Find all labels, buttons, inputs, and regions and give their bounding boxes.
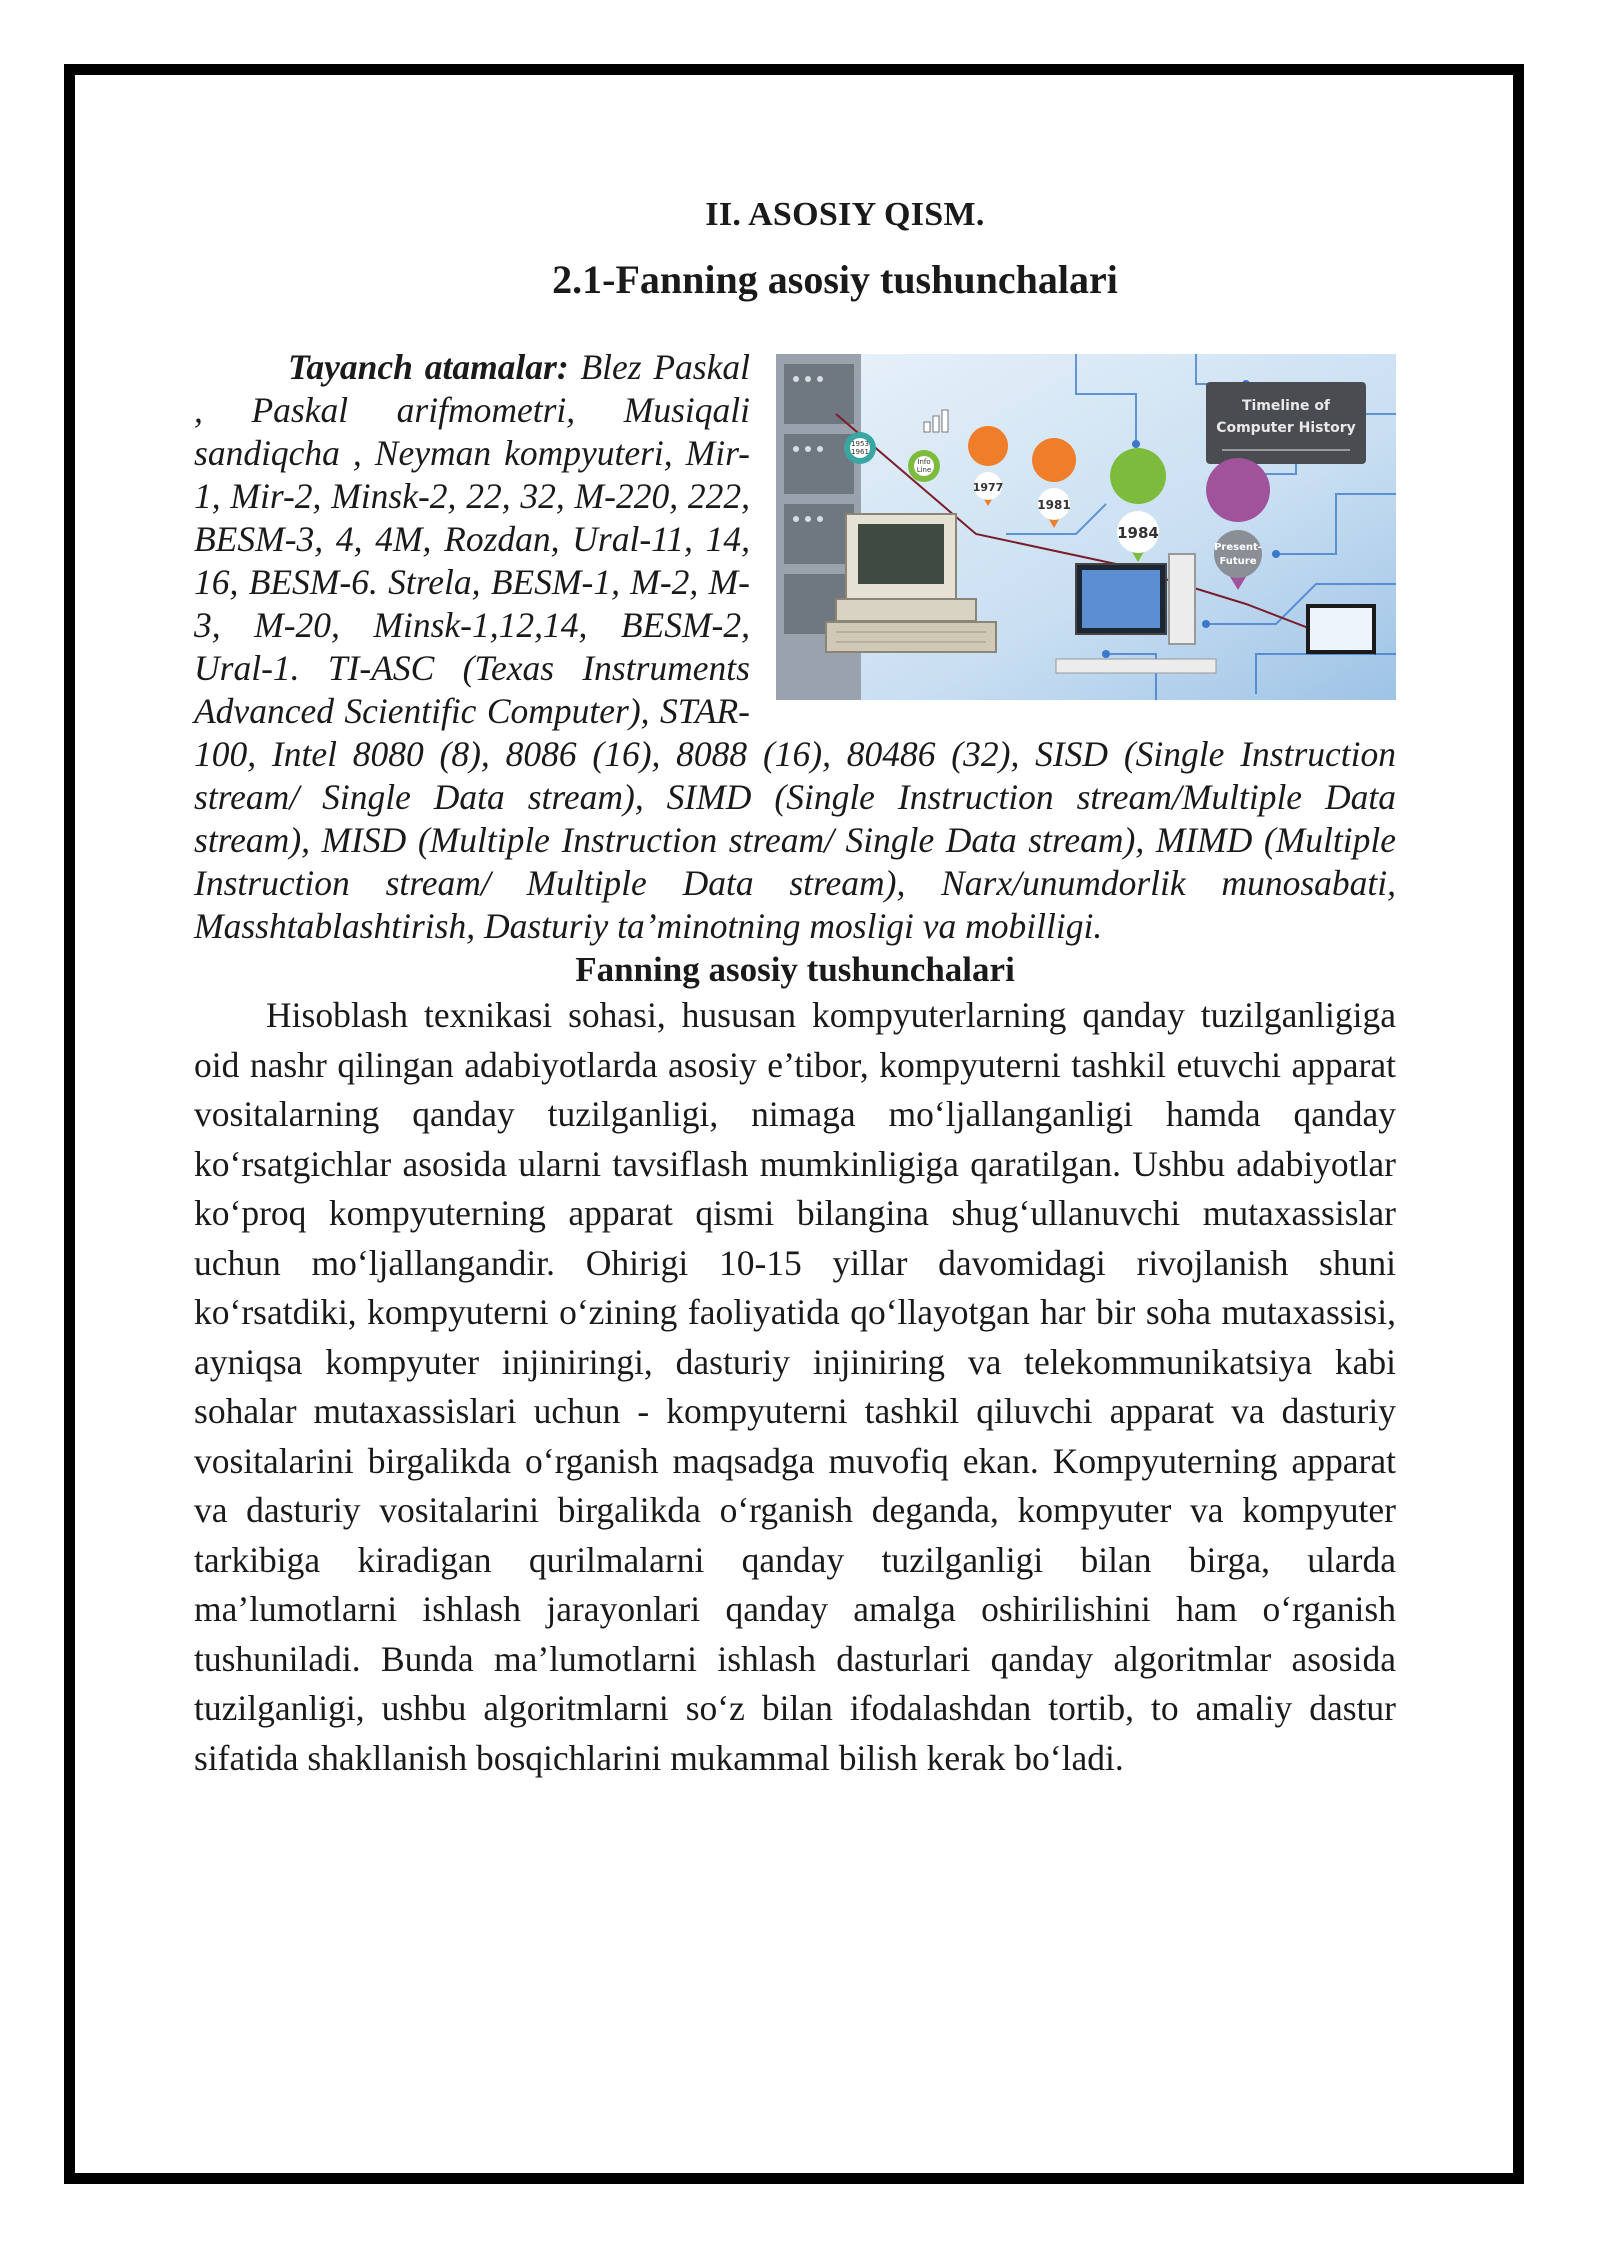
- pin-1981: 1981: [1037, 498, 1071, 512]
- keywords-label: Tayanch atamalar:: [288, 347, 569, 387]
- computer-history-figure: [776, 354, 1396, 700]
- pin-label: Info: [917, 458, 931, 466]
- pin-future: Future: [1219, 556, 1257, 567]
- pin-label: Line: [916, 466, 932, 474]
- banner-title: Timeline of: [1241, 398, 1331, 414]
- pin-1977: 1977: [972, 481, 1004, 494]
- section-title: II. ASOSIY QISM.: [705, 196, 985, 233]
- pin-present: Present-: [1214, 542, 1262, 553]
- page-content: [194, 346, 1396, 1783]
- keywords-text: Blez Paskal , Paskal arifmometri, Musiqali sandiqcha , Neyman kompyuteri, Mir-1, Mir-2, Minsk-2, 22, 32, M-220, 222, BESM-3, 4, 4M, Rozdan, Ural-11, 14, 16, BESM-6. Strela, BESM-1, M-2, M-3, M-20, Minsk-1,12,14, BESM-2, Ural-1. TI-ASC (Texas Instruments Advanced Scientific Computer), STAR-100, Intel 8080 (8), 8086 (16), 8088 (16), 80486 (32), SISD (Single Instruction stream/ Single Data stream), SIMD (Single Instruction stream/Multiple Data stream), MISD (Multiple Instruction stream/ Single Data stream), MIMD (Multiple Instruction stream/ Multiple Data stream), Narx/unumdorlik munosabati, Masshtablashtirish, Dasturiy ta’minotning mosligi va mobilligi.: [194, 347, 1396, 946]
- pin-label: 1961: [851, 448, 869, 456]
- pin-1984: 1984: [1117, 524, 1159, 542]
- subsection-title: 2.1-Fanning asosiy tushunchalari: [552, 257, 1118, 302]
- timeline-image: [776, 354, 1396, 700]
- body-paragraph: Hisoblash texnikasi sohasi, hususan kompyuterlarning qanday tuzilganligiga oid nashr qilingan adabiyotlarda asosiy e’tibor, kompyuterni tashkil etuvchi apparat vositalarning qanday tuzilganligi, nimaga mo‘ljallanganligi hamda qanday ko‘rsatgichlar asosida ularni tavsiflash mumkinligiga qaratilgan. Ushbu adabiyotlar ko‘proq kompyuterning apparat qismi bilangina shug‘ullanuvchi mutaxassislar uchun mo‘ljallangandir. Ohirigi 10-15 yillar davomidagi rivojlanish shuni ko‘rsatdiki, kompyuterni o‘zining faoliyatida qo‘llayotgan har bir soha mutaxassisi, ayniqsa kompyuter injiniringi, dasturiy injiniring va telekommunikatsiya kabi sohalar mutaxassislari uchun - kompyuterni tashkil qiluvchi apparat va dasturiy vositalarini birgalikda o‘rganish maqsadga muvofiq ekan. Kompyuterning apparat va dasturiy vositalarini birgalikda o‘rganish deganda, kompyuter va kompyuter tarkibiga kiradigan qurilmalarni qanday tuzilganligi bilan birga, ularda ma’lumotlarni ishlash jarayonlari qanday amalga oshirilishini ham o‘rganish tushuniladi. Bunda ma’lumotlarni ishlash dasturlari qanday algoritmlar asosida tuzilganligi, ushbu algoritmlarni so‘z bilan ifodalashdan tortib, to amaliy dastur sifatida shakllanish bosqichlarini mukammal bilish kerak bo‘ladi.: [194, 995, 1396, 1778]
- pin-label: 1953: [851, 440, 869, 448]
- block-title: Fanning asosiy tushunchalari: [575, 950, 1015, 989]
- banner-subtitle: Computer History: [1216, 420, 1356, 436]
